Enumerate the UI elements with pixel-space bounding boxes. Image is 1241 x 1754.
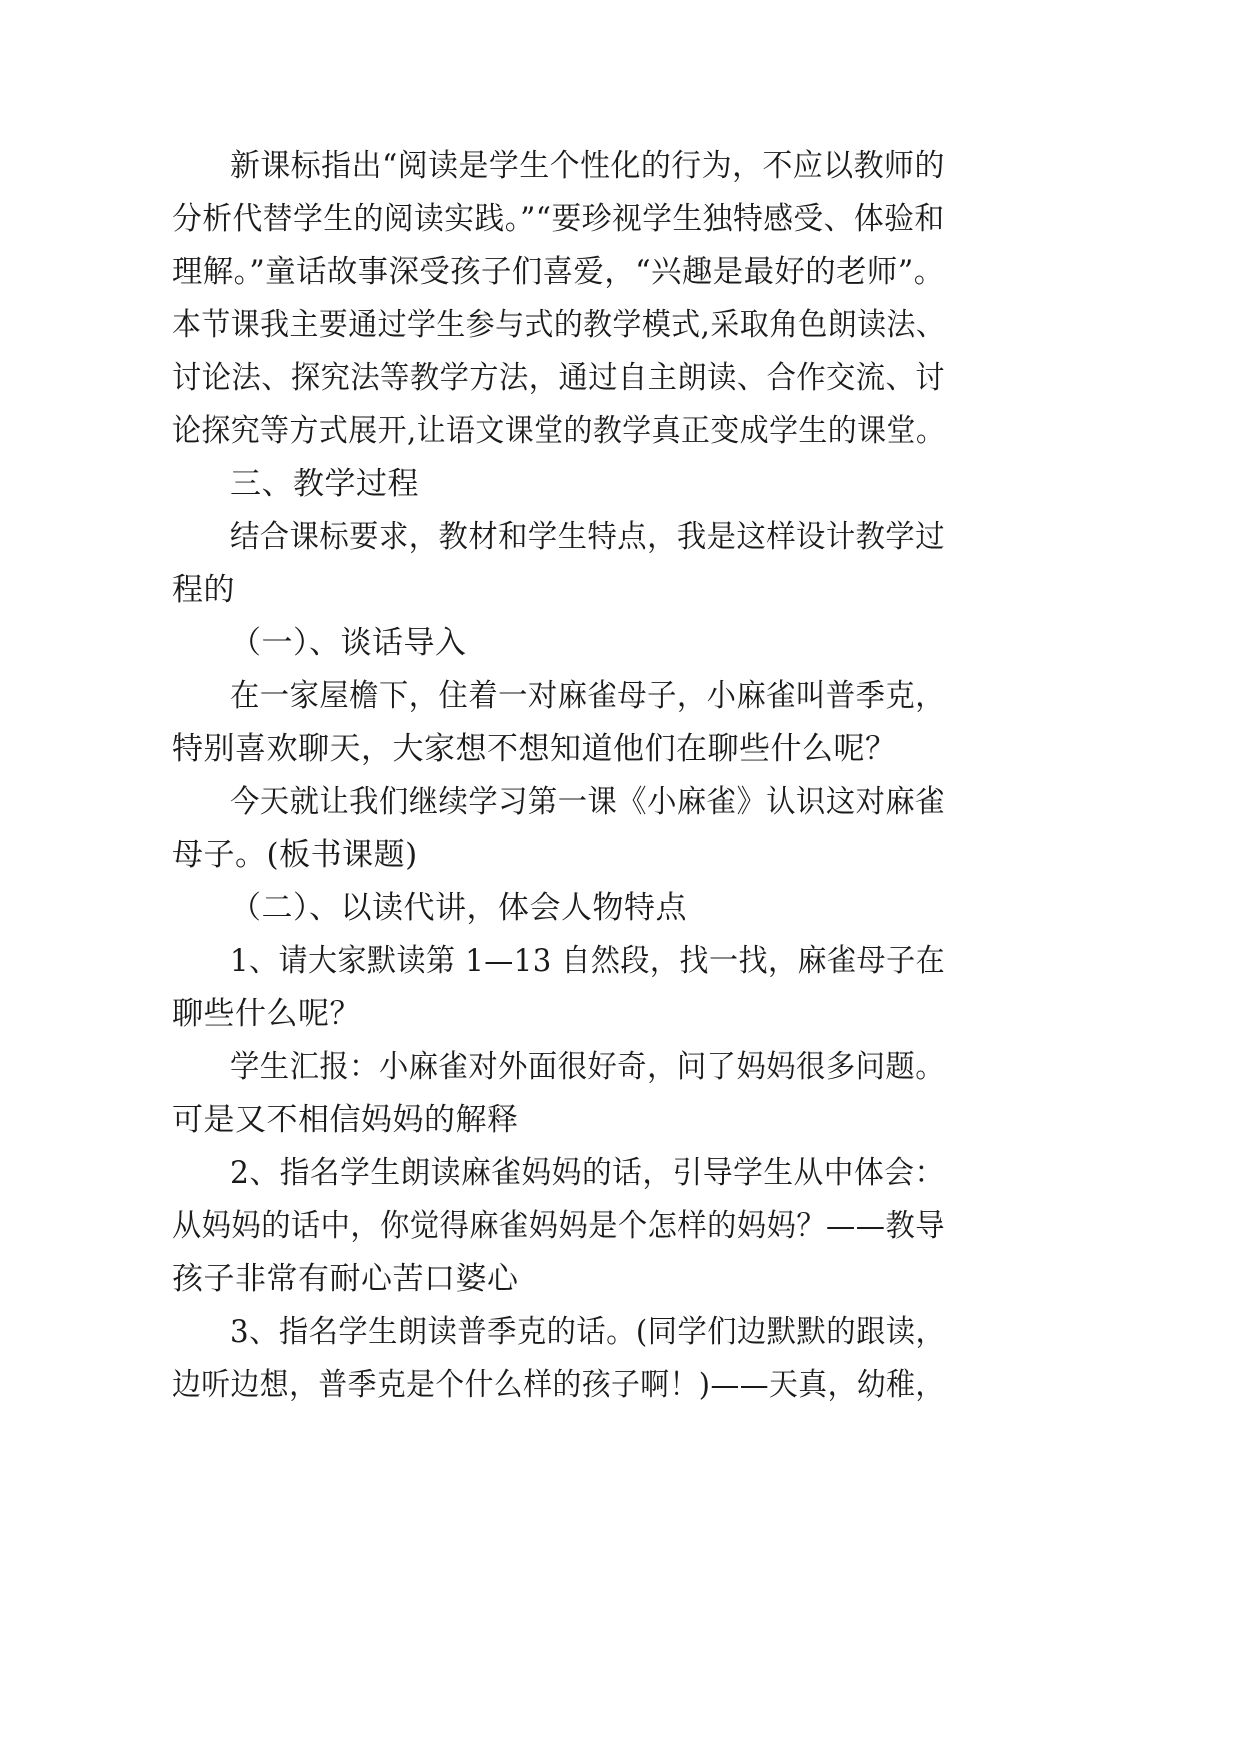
text-line: 学生汇报：小麻雀对外面很好奇，问了妈妈很多问题。 xyxy=(230,1049,946,1085)
text-line: 聊些什么呢？ xyxy=(172,996,361,1032)
text-line: 论探究等方式展开,让语文课堂的教学真正变成学生的课堂。 xyxy=(172,413,946,449)
text-line: 今天就让我们继续学习第一课《小麻雀》认识这对麻雀 xyxy=(230,784,946,820)
text-line: 分析代替学生的阅读实践。”“要珍视学生独特感受、体验和 xyxy=(172,201,945,237)
text-line: 孩子非常有耐心苦口婆心 xyxy=(172,1261,519,1297)
text-line: 理解。”童话故事深受孩子们喜爱，“兴趣是最好的老师”。 xyxy=(172,254,945,290)
text-line: 本节课我主要通过学生参与式的教学模式,采取角色朗读法、 xyxy=(172,307,946,343)
text-line: 结合课标要求，教材和学生特点，我是这样设计教学过 xyxy=(230,519,946,555)
text-line: 母子。(板书课题) xyxy=(172,837,418,873)
text-line: 讨论法、探究法等教学方法，通过自主朗读、合作交流、讨 xyxy=(172,360,945,396)
subsection-heading: （一）、谈话导入 xyxy=(230,625,467,661)
text-line: 程的 xyxy=(172,572,235,608)
text-line: 3、指名学生朗读普季克的话。(同学们边默默的跟读， xyxy=(230,1314,946,1350)
text-line: 特别喜欢聊天，大家想不想知道他们在聊些什么呢？ xyxy=(172,731,897,767)
subsection-heading: （二）、以读代讲，体会人物特点 xyxy=(230,890,687,926)
text-line: 在一家屋檐下，住着一对麻雀母子，小麻雀叫普季克， xyxy=(230,678,946,714)
text-line: 边听边想，普季克是个什么样的孩子啊！)——天真，幼稚， xyxy=(172,1367,945,1403)
text-line: 新课标指出“阅读是学生个性化的行为，不应以教师的 xyxy=(230,148,945,184)
text-line: 从妈妈的话中，你觉得麻雀妈妈是个怎样的妈妈？——教导 xyxy=(172,1208,945,1244)
text-line: 1、请大家默读第 1—13 自然段，找一找，麻雀母子在 xyxy=(230,943,946,979)
text-line: 可是又不相信妈妈的解释 xyxy=(172,1102,519,1138)
section-heading: 三、教学过程 xyxy=(230,466,419,502)
text-line: 2、指名学生朗读麻雀妈妈的话，引导学生从中体会： xyxy=(230,1155,945,1191)
